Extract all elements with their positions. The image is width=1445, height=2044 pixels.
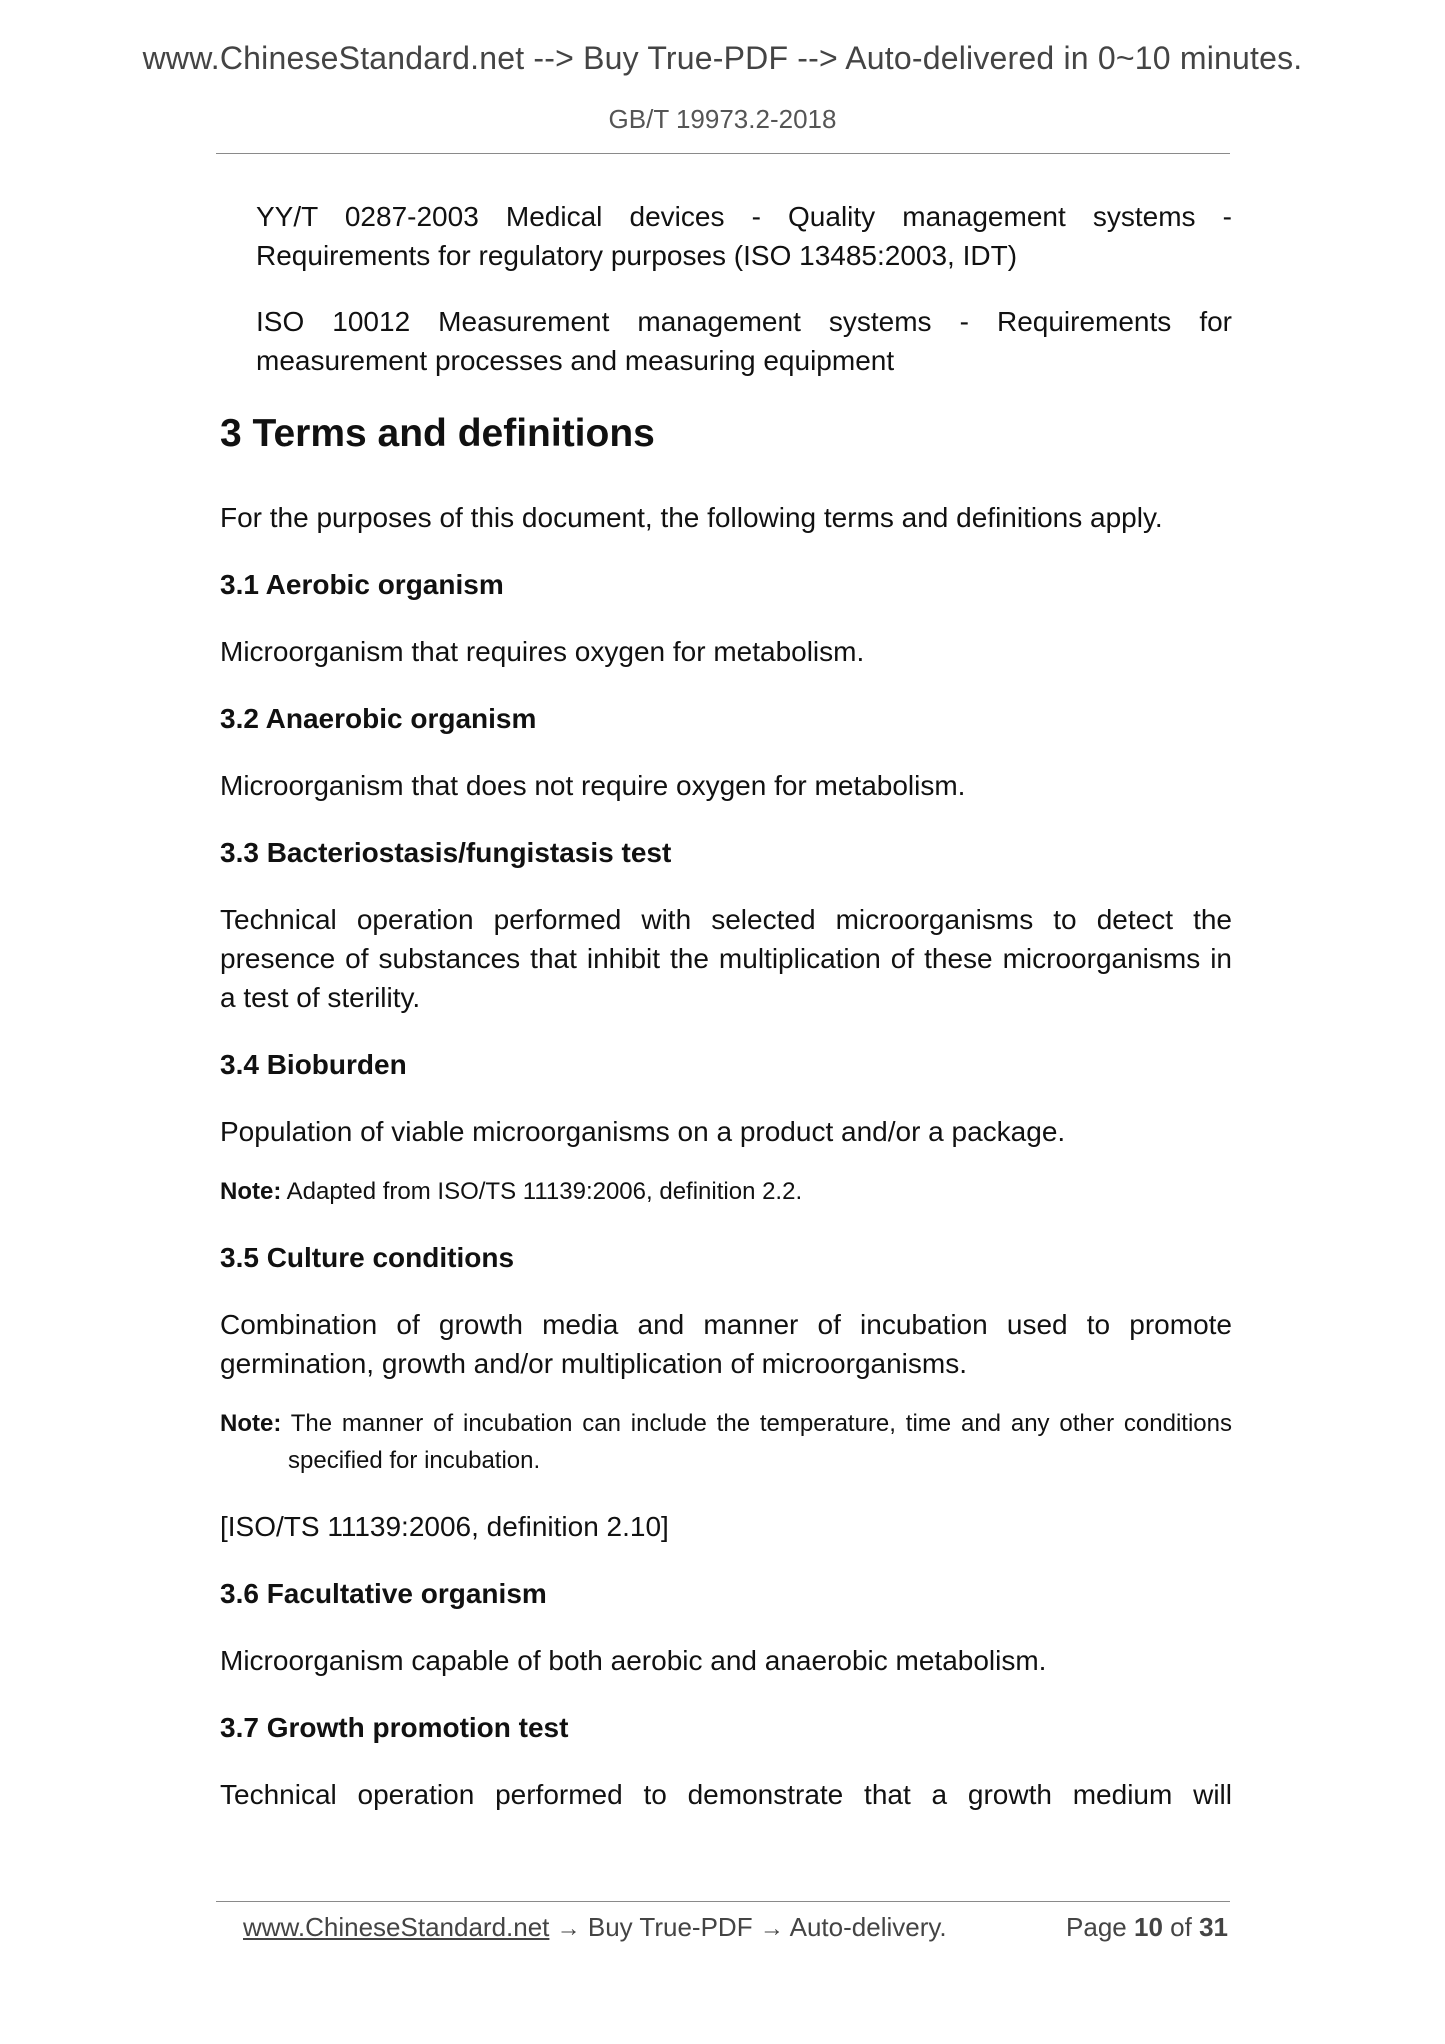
term-definition-3-1: Microorganism that requires oxygen for metabolism. [220,636,865,667]
term-heading-3-7: 3.7 Growth promotion test [220,1712,569,1743]
term-heading-3-3: 3.3 Bacteriostasis/fungistasis test [220,837,672,868]
footer-divider [216,1901,1230,1902]
standard-code: GB/T 19973.2-2018 [608,104,837,134]
term-heading-3-5: 3.5 Culture conditions [220,1242,515,1273]
term-definition-3-5: Combination of growth media and manner of incubation used to promote germination, growth and/or multiplication of microorganisms. [220,1309,1232,1379]
term-note-3-4 [220,1173,1232,1210]
term-definition-3-4: Population of viable microorganisms on a product and/or a package. [220,1116,1066,1147]
note-text: The manner of incubation can include the temperature, time and any other conditions specified for incubation. [288,1410,1232,1474]
term-definition-3-3: Technical operation performed with selected microorganisms to detect the presence of substances that inhibit the multiplication of these microorganisms in a test of sterility. [220,904,1232,1013]
reference-yy-t-0287: YY/T 0287-2003 Medical devices - Quality management systems - Requirements for regulatory purposes (ISO 13485:2003, IDT) [256,201,1232,271]
term-definition-3-2: Microorganism that does not require oxygen for metabolism. [220,770,966,801]
note-text: Adapted from ISO/TS 11139:2006, definition 2.2. [286,1178,803,1205]
page-current: 10 [1134,1912,1163,1942]
footer-delivery-text: Auto-delivery. [789,1912,947,1942]
term-definition-3-6: Microorganism capable of both aerobic and anaerobic metabolism. [220,1645,1047,1676]
term-heading-3-4: 3.4 Bioburden [220,1049,407,1080]
page-word: Page [1066,1912,1127,1942]
arrow-right-icon: → [759,1915,784,1942]
note-label: Note: [220,1410,282,1437]
reference-iso-10012: ISO 10012 Measurement management systems - Requirements for measurement processes and measuring equipment [256,306,1232,376]
page-footer [243,1909,1228,1947]
page-indicator [1066,1909,1228,1945]
term-definition-3-7: Technical operation performed to demonstrate that a growth medium will [220,1779,1232,1810]
section-heading: 3 Terms and definitions [220,412,655,455]
term-heading-3-6: 3.6 Facultative organism [220,1578,547,1609]
arrow-right-icon: → [556,1915,581,1942]
header-divider [216,153,1230,154]
page-total: 31 [1199,1912,1228,1942]
term-heading-3-1: 3.1 Aerobic organism [220,569,504,600]
document-body [220,197,1232,1842]
term-source-3-5: [ISO/TS 11139:2006, definition 2.10] [220,1511,669,1542]
term-heading-3-2: 3.2 Anaerobic organism [220,703,537,734]
note-label: Note: [220,1178,282,1205]
footer-site-link[interactable]: www.ChineseStandard.net [243,1912,550,1942]
section-intro: For the purposes of this document, the following terms and definitions apply. [220,502,1163,533]
term-note-3-5 [220,1405,1232,1479]
footer-buy-link[interactable]: Buy True-PDF [587,1912,753,1942]
site-banner: www.ChineseStandard.net --> Buy True-PDF --> Auto-delivered in 0~10 minutes. [142,40,1303,76]
of-word: of [1170,1912,1192,1942]
